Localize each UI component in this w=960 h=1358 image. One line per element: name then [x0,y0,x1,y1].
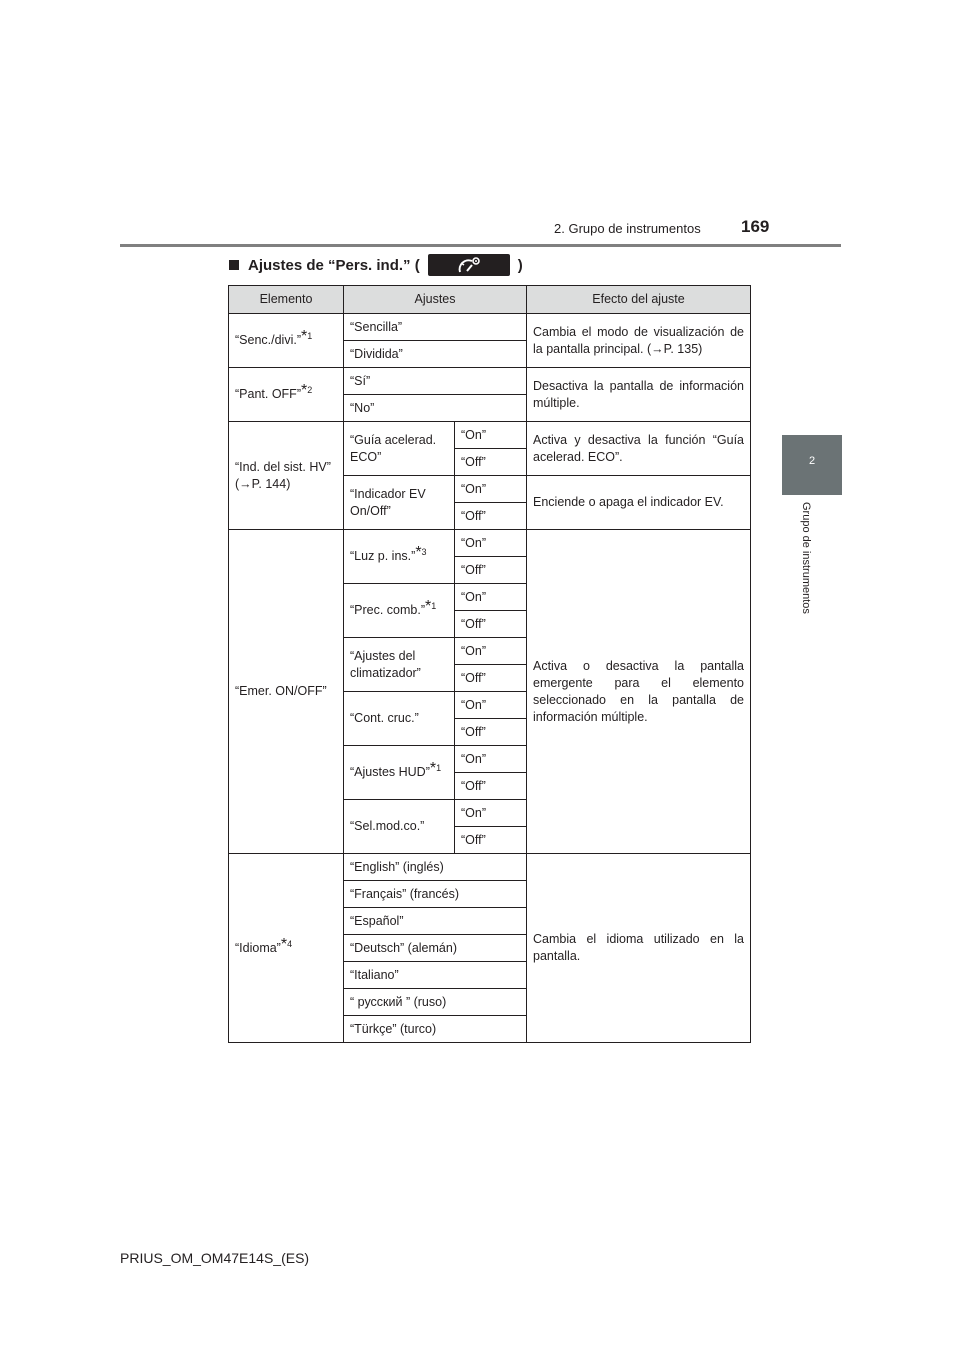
lang-deutsch: “Deutsch” (alemán) [344,935,527,962]
gauge-settings-icon [428,254,510,276]
section-title-text: Ajustes de “Pers. ind.” ( [248,256,420,274]
effect-ev: Enciende o apaga el indicador EV. [527,476,751,530]
lang-francais: “Français” (francés) [344,881,527,908]
settings-table [228,285,751,1043]
value-off: “Off” [455,557,527,584]
chapter-number: 2 [808,455,816,467]
table-row [229,530,751,557]
value-off: “Off” [455,719,527,746]
table-row [229,314,751,341]
item-emer: “Emer. ON/OFF” [229,530,344,854]
value-off: “Off” [455,449,527,476]
table-row [229,854,751,881]
sub-sel-mod-co: “Sel.mod.co.” [344,800,455,854]
value-off: “Off” [455,827,527,854]
effect-eco: Activa y desactiva la función “Guía acelerad. ECO”. [527,422,751,476]
value-on: “On” [455,584,527,611]
effect-emer: Activa o desactiva la pantalla emergente para el elemento seleccionado en la pantalla de información múltiple. [527,530,751,854]
item-hv: “Ind. del sist. HV” (→P. 144) [229,422,344,530]
section-title [229,253,523,277]
lang-russian: “ русский ” (ruso) [344,989,527,1016]
header-ajustes: Ajustes [344,286,527,314]
document-code: PRIUS_OM_OM47E14S_(ES) [120,1250,310,1266]
value-on: “On” [455,638,527,665]
value-off: “Off” [455,665,527,692]
header-efecto: Efecto del ajuste [527,286,751,314]
lang-italiano: “Italiano” [344,962,527,989]
sub-climatizador: “Ajustes del climatizador” [344,638,455,692]
table-header-row [229,286,751,314]
chapter-tab [782,435,842,495]
sub-prec-comb: “Prec. comb.”*$^1$ [344,584,455,638]
option-dividida: “Dividida” [344,341,527,368]
effect-pant: Desactiva la pantalla de información múltiple. [527,368,751,422]
sub-indicador-ev: “Indicador EV On/Off” [344,476,455,530]
lang-english: “English” (inglés) [344,854,527,881]
sub-guia-eco: “Guía acelerad. ECO” [344,422,455,476]
sub-ajustes-hud: “Ajustes HUD”*$^1$ [344,746,455,800]
option-no: “No” [344,395,527,422]
item-senc: “Senc./divi.”*$^1$ [229,314,344,368]
header-divider [120,244,841,247]
lang-espanol: “Español” [344,908,527,935]
value-off: “Off” [455,611,527,638]
value-off: “Off” [455,773,527,800]
item-pant-off: “Pant. OFF”*$^2$ [229,368,344,422]
header-elemento: Elemento [229,286,344,314]
value-on: “On” [455,692,527,719]
lang-turkce: “Türkçe” (turco) [344,1016,527,1043]
table-row [229,368,751,395]
page-number: 169 [741,217,770,236]
sub-luz-ins: “Luz p. ins.”*$^3$ [344,530,455,584]
effect-senc: Cambia el modo de visualización de la pantalla principal. (→P. 135) [527,314,751,368]
header-section-title: 2. Grupo de instrumentos [554,221,701,236]
sub-cont-cruc: “Cont. cruc.” [344,692,455,746]
value-on: “On” [455,476,527,503]
value-on: “On” [455,530,527,557]
square-bullet-icon [229,260,239,270]
option-si: “Sí” [344,368,527,395]
chapter-label: Grupo de instrumentos [800,502,812,614]
value-on: “On” [455,800,527,827]
section-title-end: ) [517,256,523,274]
value-on: “On” [455,746,527,773]
value-off: “Off” [455,503,527,530]
option-sencilla: “Sencilla” [344,314,527,341]
table-row [229,422,751,449]
item-idioma: “Idioma”*$^4$ [229,854,344,1043]
value-on: “On” [455,422,527,449]
effect-idioma: Cambia el idioma utilizado en la pantalla. [527,854,751,1043]
